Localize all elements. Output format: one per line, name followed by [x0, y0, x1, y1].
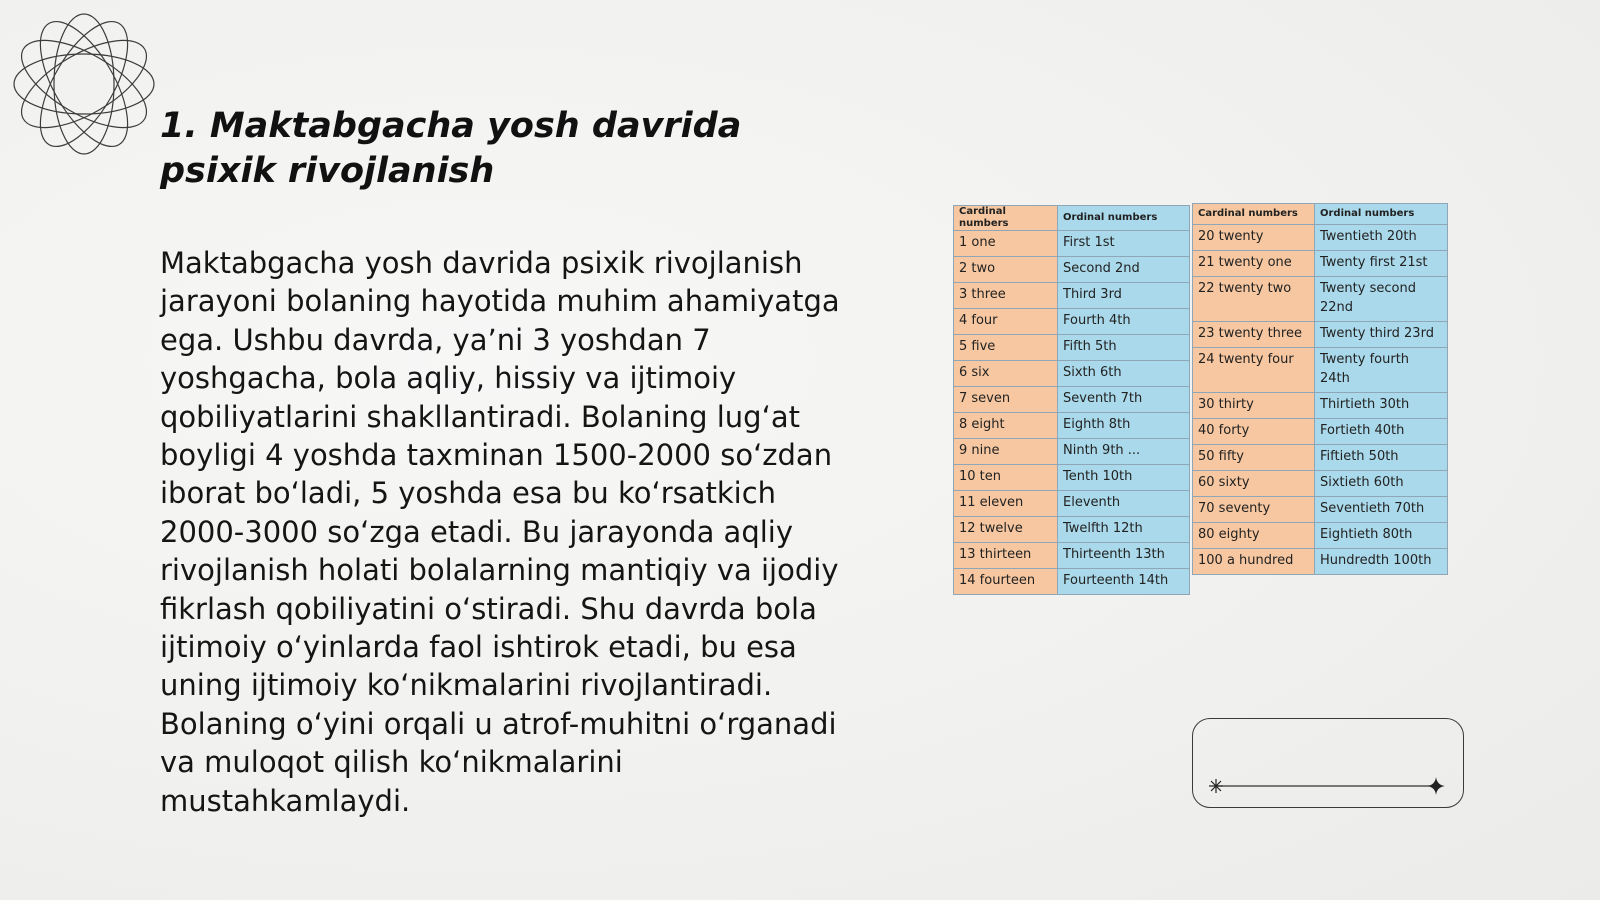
slide-body-text: Maktabgacha yosh davrida psixik rivojlanish jarayoni bolaning hayotida muhim ahamiyatga ega. Ushbu davrda, ya’ni 3 yoshdan 7 yoshgacha, bola aqliy, hissiy va ijtimoiy qobiliyatlarini shakllantiradi. Bolaning lug‘at boyligi 4 yoshda taxminan 1500-2000 so‘zdan iborat bo‘ladi, 5 yoshda esa bu ko‘rsatkich 2000-3000 so‘zga etadi. Bu jarayonda aqliy rivojlanish holati bolalarning mantiqiy va ijodiy fikrlash qobiliyatini o‘stiradi. Shu davrda bola ijtimoiy o‘yinlarda faol ishtirok etadi, bu esa uning ijtimoiy ko‘nikmalarini rivojlantiradi. Bolaning o‘yini orqali u atrof-muhitni o‘rganadi va muloqot qilish ko‘nikmalarini mustahkamlaydi. [160, 246, 840, 818]
table-row [954, 257, 1190, 283]
table-row [1193, 225, 1448, 251]
cardinal-cell: 60 sixty [1193, 471, 1315, 497]
cardinal-cell: 24 twenty four [1193, 348, 1315, 393]
cardinal-cell: 80 eighty [1193, 523, 1315, 549]
table-row [954, 309, 1190, 335]
table-row [954, 361, 1190, 387]
table-row [1193, 251, 1448, 277]
cardinal-cell: 20 twenty [1193, 225, 1315, 251]
ordinal-cell: Eighth 8th [1058, 413, 1190, 439]
table-row [1193, 445, 1448, 471]
cardinal-cell: 1 one [954, 231, 1058, 257]
cardinal-cell: 14 fourteen [954, 569, 1058, 595]
ordinal-cell: Twentieth 20th [1315, 225, 1448, 251]
cardinal-cell: 50 fifty [1193, 445, 1315, 471]
ordinal-cell: Fifth 5th [1058, 335, 1190, 361]
table-row [954, 283, 1190, 309]
ordinal-cell: Thirteenth 13th [1058, 543, 1190, 569]
table-header-row [954, 206, 1190, 231]
cardinal-ordinal-table-20-100 [1192, 203, 1448, 575]
ordinal-cell: Ninth 9th ... [1058, 439, 1190, 465]
cardinal-cell: 3 three [954, 283, 1058, 309]
ordinal-cell: Fourteenth 14th [1058, 569, 1190, 595]
cardinal-cell: 22 twenty two [1193, 277, 1315, 322]
ordinal-cell: Seventh 7th [1058, 387, 1190, 413]
ordinal-cell: Sixtieth 60th [1315, 471, 1448, 497]
table-row [954, 517, 1190, 543]
table-row [1193, 471, 1448, 497]
cardinal-cell: 40 forty [1193, 419, 1315, 445]
table-row [954, 569, 1190, 595]
ordinal-cell: Sixth 6th [1058, 361, 1190, 387]
cardinal-cell: 9 nine [954, 439, 1058, 465]
table-row [1193, 497, 1448, 523]
table-row [954, 439, 1190, 465]
ordinal-cell: Hundredth 100th [1315, 549, 1448, 575]
table-row [1193, 393, 1448, 419]
table-row [954, 335, 1190, 361]
cardinal-ordinal-table-1-14 [953, 205, 1190, 595]
table-row [1193, 322, 1448, 348]
cardinal-cell: 2 two [954, 257, 1058, 283]
table-row [1193, 523, 1448, 549]
ordinal-cell: Third 3rd [1058, 283, 1190, 309]
header-ordinal-numbers: Ordinal numbers [1058, 206, 1190, 231]
table-row [954, 231, 1190, 257]
header-cardinal-numbers: Cardinal numbers [1193, 204, 1315, 225]
ordinal-cell: Second 2nd [1058, 257, 1190, 283]
header-cardinal-numbers: Cardinal numbers [954, 206, 1058, 231]
table-row [954, 413, 1190, 439]
ordinal-cell: Fortieth 40th [1315, 419, 1448, 445]
ordinal-cell: Twenty second 22nd [1315, 277, 1448, 322]
cardinal-cell: 21 twenty one [1193, 251, 1315, 277]
ordinal-cell: Twenty fourth 24th [1315, 348, 1448, 393]
table-row [954, 387, 1190, 413]
cardinal-cell: 10 ten [954, 465, 1058, 491]
ordinal-cell: Eleventh [1058, 491, 1190, 517]
ordinal-cell: First 1st [1058, 231, 1190, 257]
ordinal-cell: Eightieth 80th [1315, 523, 1448, 549]
ordinal-cell: Fiftieth 50th [1315, 445, 1448, 471]
table-row [954, 465, 1190, 491]
cardinal-cell: 4 four [954, 309, 1058, 335]
ordinal-cell: Fourth 4th [1058, 309, 1190, 335]
ordinal-cell: Twelfth 12th [1058, 517, 1190, 543]
table-row [1193, 348, 1448, 393]
table-row [954, 543, 1190, 569]
ordinal-cell: Twenty first 21st [1315, 251, 1448, 277]
ordinal-cell: Thirtieth 30th [1315, 393, 1448, 419]
cardinal-cell: 7 seven [954, 387, 1058, 413]
circles-ornament-icon [10, 10, 158, 158]
cardinal-cell: 30 thirty [1193, 393, 1315, 419]
table-row [1193, 277, 1448, 322]
table-row [1193, 419, 1448, 445]
cardinal-cell: 6 six [954, 361, 1058, 387]
slide-title: 1. Maktabgacha yosh davrida psixik rivojlanish [160, 106, 742, 191]
star-line-ornament-icon [1208, 776, 1448, 796]
table-header-row [1193, 204, 1448, 225]
ordinal-cell: Twenty third 23rd [1315, 322, 1448, 348]
cardinal-cell: 23 twenty three [1193, 322, 1315, 348]
ordinal-cell: Tenth 10th [1058, 465, 1190, 491]
cardinal-cell: 5 five [954, 335, 1058, 361]
table-row [954, 491, 1190, 517]
ordinal-cell: Seventieth 70th [1315, 497, 1448, 523]
cardinal-cell: 70 seventy [1193, 497, 1315, 523]
cardinal-cell: 8 eight [954, 413, 1058, 439]
table-row [1193, 549, 1448, 575]
cardinal-cell: 13 thirteen [954, 543, 1058, 569]
cardinal-cell: 11 eleven [954, 491, 1058, 517]
cardinal-cell: 100 a hundred [1193, 549, 1315, 575]
cardinal-cell: 12 twelve [954, 517, 1058, 543]
header-ordinal-numbers: Ordinal numbers [1315, 204, 1448, 225]
